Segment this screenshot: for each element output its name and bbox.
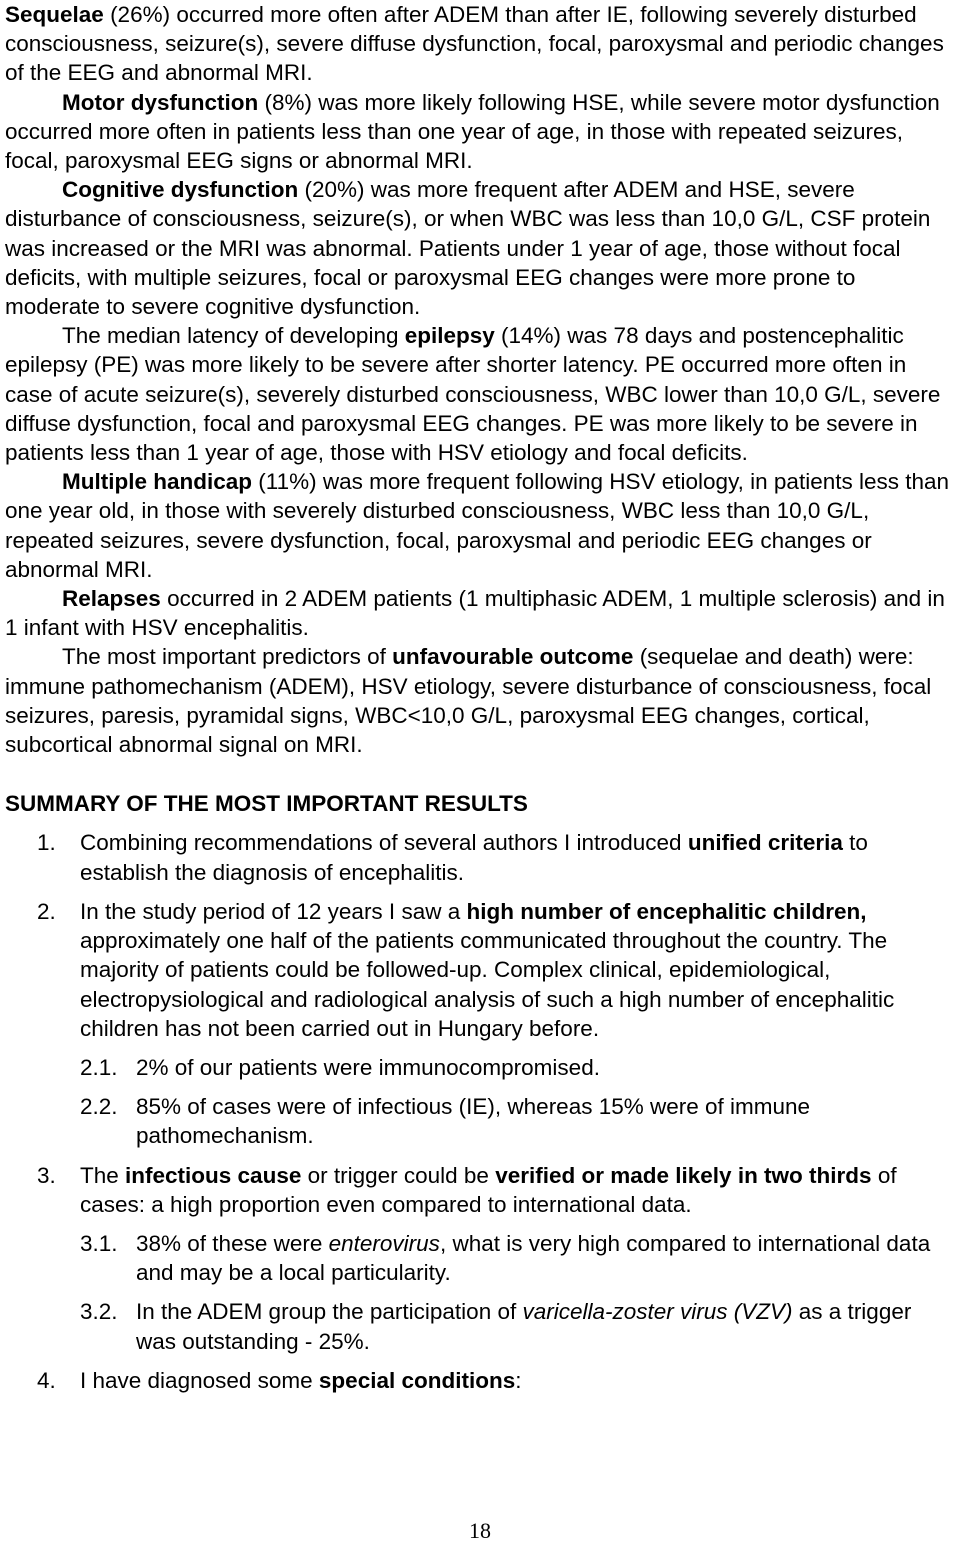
paragraph-cognitive-dysfunction: Cognitive dysfunction (20%) was more frequent after ADEM and HSE, severe disturbance of consciousness, seizure(s), or when WBC was less than 10,0 G/L, CSF protein was increased or the MRI was abnormal. Patients under 1 year of age, those without focal deficits, with multiple seizures, focal or paroxysmal EEG changes were more prone to moderate to severe cognitive dysfunction. [5,177,931,320]
summary-subitem-2-2: 2.2. 85% of cases were of infectious (IE), whereas 15% were of immune pathomechanism. [80,1094,811,1149]
paragraph-motor-dysfunction: Motor dysfunction (8%) was more likely following HSE, while severe motor dysfunction occurred more often in patients less than one year of age, in those with repeated seizures, focal, paroxysmal EEG signs or abnormal MRI. [5,89,940,174]
summary-item-1: 1. Combining recommendations of several authors I introduced unified criteria to establish the diagnosis of encephalitis. [37,830,868,885]
list-number: 3. [37,1162,56,1188]
summary-subitem-2-1: 2.1. 2% of our patients were immunocompromised. [5,1053,955,1082]
list-number: 3.2. [80,1299,118,1325]
summary-item-3: 3. The infectious cause or trigger could be verified or made likely in two thirds of cases: a high proportion even compared to international data. [37,1162,897,1217]
list-number: 2.2. [80,1094,118,1120]
term-cognitive-dysfunction: Cognitive dysfunction [62,177,299,203]
term-epilepsy: epilepsy [404,323,495,349]
paragraph-multiple-handicap: Multiple handicap (11%) was more frequent following HSV etiology, in patients less than one year old, in those with severely disturbed consciousness, WBC less than 10,0 G/L, repeated seizures, severe dysfunction, focal, paroxysmal and periodic EEG changes or abnormal MRI. [5,469,950,582]
term-sequelae: Sequelae [5,2,104,27]
list-number: 2. [37,898,56,924]
paragraph-relapses: Relapses occurred in 2 ADEM patients (1 multiphasic ADEM, 1 multiple sclerosis) and in 1 infant with HSV encephalitis. [5,586,945,641]
paragraph-unfavourable-outcome: The most important predictors of unfavourable outcome (sequelae and death) were: immune pathomechanism (ADEM), HSV etiology, severe disturbance of consciousness, focal seizures, paresis, pyramidal signs, WBC<10,0 G/L, paroxysmal EEG changes, cortical, subcortical abnormal signal on MRI. [5,644,932,758]
term-unfavourable-outcome: unfavourable outcome [392,644,634,670]
summary-subitem-3-1: 3.1. 38% of these were enterovirus, what is very high compared to international data and may be a local particularity. [80,1230,931,1286]
summary-item-2: 2. In the study period of 12 years I saw a high number of encephalitic children, approximately one half of the patients communicated throughout the country. The majority of patients could be followed-up. Complex clinical, epidemiological, electropysiological and radiological analysis of such a high number of encephalitic children has not been carried out in Hungary before. [37,898,895,1041]
term-relapses: Relapses [62,586,161,612]
list-number: 3.1. [80,1230,118,1256]
summary-subitem-3-2: 3.2. In the ADEM group the participation of varicella-zoster virus (VZV) as a trigger was outstanding - 25%. [80,1299,912,1354]
summary-heading: SUMMARY OF THE MOST IMPORTANT RESULTS [5,791,528,817]
list-number: 4. [37,1367,56,1393]
paragraph-epilepsy: The median latency of developing epilepsy (14%) was 78 days and postencephalitic epilepsy (PE) was more likely to be severe after shorter latency. PE occurred more often in case of acute seizure(s), severely disturbed consciousness, WBC lower than 10,0 G/L, severe diffuse dysfunction, focal and paroxysmal EEG changes. PE was more likely to be severe in patients less than 1 year of age, those with HSV etiology and focal deficits. [5,323,941,466]
term-motor-dysfunction: Motor dysfunction [62,89,259,115]
list-number: 2.1. [80,1054,118,1080]
list-number: 1. [37,830,56,856]
page-number: 18 [469,1518,491,1543]
paragraph-sequelae: Sequelae (26%) occurred more often after ADEM than after IE, following severely disturbed consciousness, seizure(s), severe diffuse dysfunction, focal, paroxysmal and periodic changes of the EEG and abnormal MRI. [5,2,944,86]
summary-item-4: 4. I have diagnosed some special conditions: [5,1366,955,1395]
term-multiple-handicap: Multiple handicap [62,469,253,495]
document-page [5,0,955,1395]
summary-list [5,828,955,1394]
